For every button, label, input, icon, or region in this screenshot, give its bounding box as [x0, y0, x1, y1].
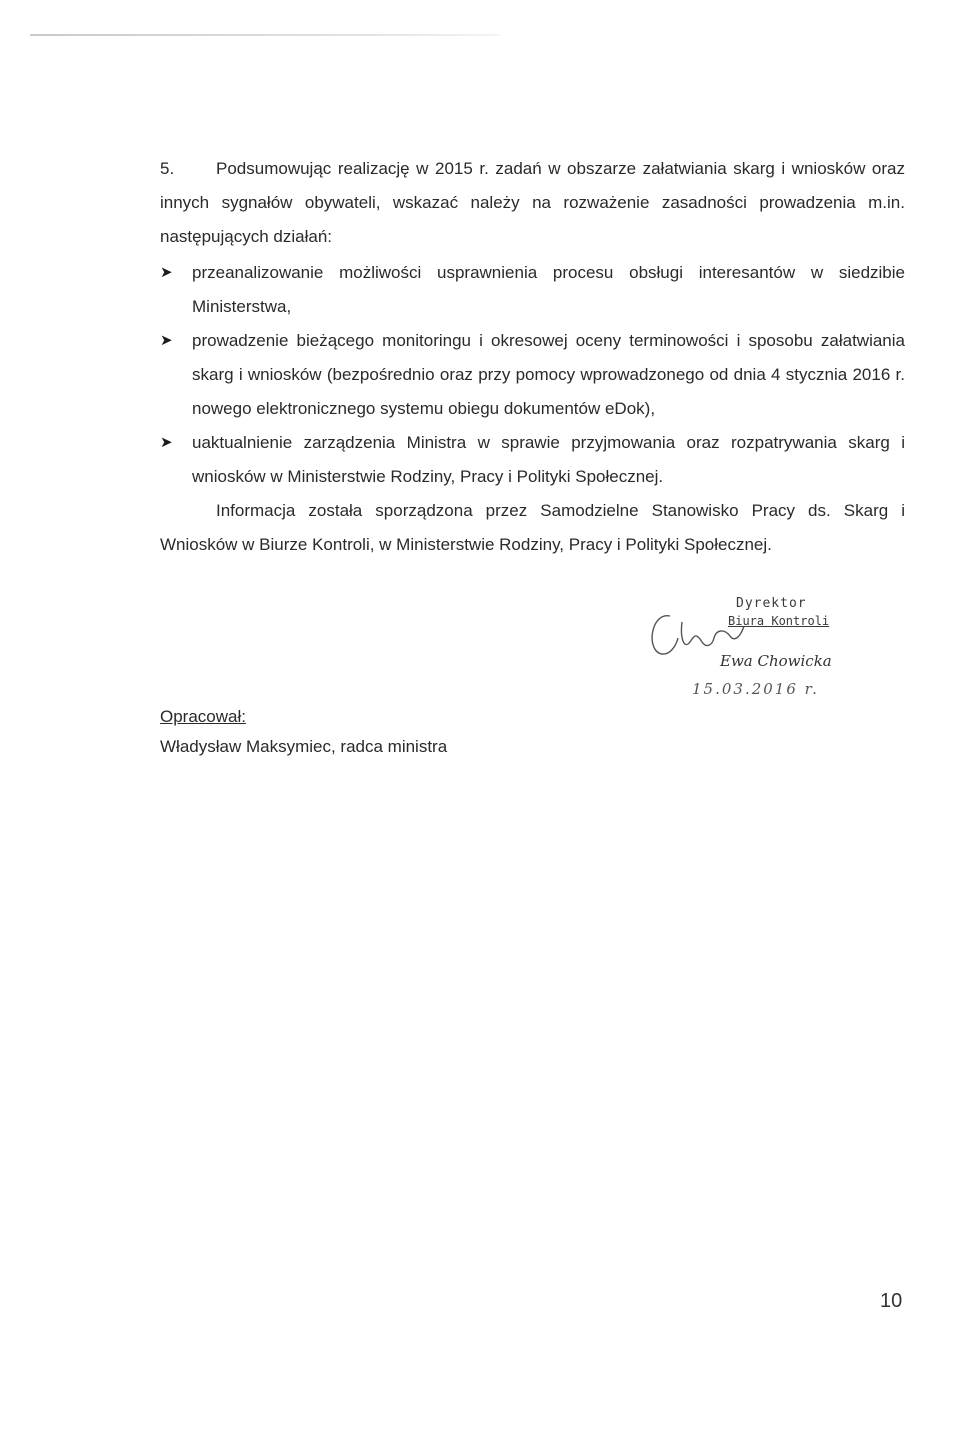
list-item	[160, 426, 905, 494]
list-item-text: przeanalizowanie możliwości usprawnienia procesu obsługi interesantów w siedzibie Ministerstwa,	[192, 263, 905, 316]
arrow-bullet-icon: ➤	[160, 264, 173, 281]
stamp-department: Biura Kontroli	[728, 614, 830, 628]
top-rule	[30, 34, 500, 36]
stamp-title: Dyrektor	[736, 596, 807, 611]
director-stamp	[640, 596, 860, 716]
prepared-by-name: Władysław Maksymiec, radca ministra	[160, 737, 448, 756]
prepared-by	[160, 702, 447, 762]
section-number: 5.	[160, 159, 175, 178]
info-paragraph: Informacja została sporządzona przez Samodzielne Stanowisko Pracy ds. Skarg i Wniosków w Biurze Kontroli, w Ministerstwie Rodziny, Pracy i Polityki Społecznej.	[160, 501, 905, 554]
arrow-bullet-icon: ➤	[160, 332, 173, 349]
prepared-by-label: Opracował:	[160, 707, 246, 726]
list-item	[160, 324, 905, 426]
action-list	[160, 256, 905, 494]
section-5-paragraph	[160, 152, 905, 254]
list-item-text: uaktualnienie zarządzenia Ministra w sprawie przyjmowania oraz rozpatrywania skarg i wniosków w Ministerstwie Rodziny, Pracy i Polityki Społecznej.	[192, 433, 905, 486]
signature-date: 15.03.2016 r.	[692, 680, 819, 698]
section-5-intro: Podsumowując realizację w 2015 r. zadań w obszarze załatwiania skarg i wniosków oraz innych sygnałów obywateli, wskazać należy na rozważenie zasadności prowadzenia m.in. następujących działań:	[160, 159, 905, 246]
page-number: 10	[880, 1290, 903, 1312]
stamp-name: Ewa Chowicka	[720, 652, 832, 670]
list-item-text: prowadzenie bieżącego monitoringu i okresowej oceny terminowości i sposobu załatwiania skarg i wniosków (bezpośrednio oraz przy pomocy wprowadzonego od dnia 4 stycznia 2016 r. nowego elektronicznego systemu obiegu dokumentów eDok),	[192, 331, 905, 418]
list-item	[160, 256, 905, 324]
arrow-bullet-icon: ➤	[160, 434, 173, 451]
